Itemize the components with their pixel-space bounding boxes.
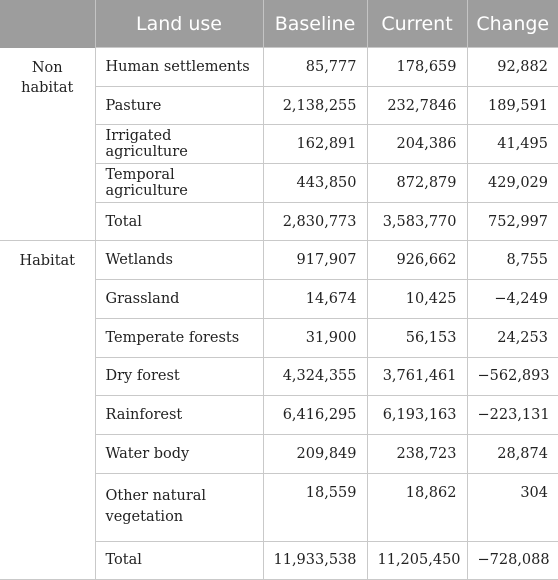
current-cell: 3,761,461: [367, 357, 467, 396]
current-cell: 56,153: [367, 318, 467, 357]
change-cell: 92,882: [467, 48, 558, 87]
change-cell: 8,755: [467, 241, 558, 280]
current-cell: 238,723: [367, 434, 467, 473]
baseline-cell: 162,891: [263, 125, 367, 164]
land-use-cell: Wetlands: [95, 241, 263, 280]
land-use-cell: Water body: [95, 434, 263, 473]
group-label-habitat: Habitat: [0, 241, 95, 580]
baseline-cell: 18,559: [263, 473, 367, 541]
land-use-cell: Other natural vegetation: [95, 473, 263, 541]
land-use-cell: Grassland: [95, 280, 263, 319]
land-use-cell: Total: [95, 541, 263, 580]
change-cell: 752,997: [467, 202, 558, 241]
header-change: Change: [467, 0, 558, 48]
current-cell: 10,425: [367, 280, 467, 319]
current-cell: 11,205,450: [367, 541, 467, 580]
header-land-use: Land use: [95, 0, 263, 48]
header-baseline: Baseline: [263, 0, 367, 48]
change-cell: 41,495: [467, 125, 558, 164]
baseline-cell: 14,674: [263, 280, 367, 319]
header-current: Current: [367, 0, 467, 48]
baseline-cell: 917,907: [263, 241, 367, 280]
change-cell: −4,249: [467, 280, 558, 319]
current-cell: 926,662: [367, 241, 467, 280]
land-use-cell: Temperate forests: [95, 318, 263, 357]
baseline-cell: 11,933,538: [263, 541, 367, 580]
baseline-cell: 2,830,773: [263, 202, 367, 241]
change-cell: 429,029: [467, 164, 558, 203]
table-row: [0, 48, 558, 87]
group-label-non-habitat: Non habitat: [0, 48, 95, 241]
baseline-cell: 443,850: [263, 164, 367, 203]
current-cell: 3,583,770: [367, 202, 467, 241]
land-use-cell: Dry forest: [95, 357, 263, 396]
header-row: [0, 0, 558, 48]
change-cell: −728,088: [467, 541, 558, 580]
land-use-cell: Pasture: [95, 86, 263, 125]
land-use-cell: Human settlements: [95, 48, 263, 87]
baseline-cell: 4,324,355: [263, 357, 367, 396]
table-row: [0, 241, 558, 280]
baseline-cell: 2,138,255: [263, 86, 367, 125]
current-cell: 872,879: [367, 164, 467, 203]
current-cell: 232,7846: [367, 86, 467, 125]
baseline-cell: 6,416,295: [263, 396, 367, 435]
header-group: [0, 0, 95, 48]
land-use-cell: Rainforest: [95, 396, 263, 435]
land-use-cell: Temporal agriculture: [95, 164, 263, 203]
current-cell: 18,862: [367, 473, 467, 541]
change-cell: −562,893: [467, 357, 558, 396]
change-cell: 304: [467, 473, 558, 541]
change-cell: 189,591: [467, 86, 558, 125]
baseline-cell: 85,777: [263, 48, 367, 87]
change-cell: 28,874: [467, 434, 558, 473]
land-use-cell: Irrigated agriculture: [95, 125, 263, 164]
baseline-cell: 31,900: [263, 318, 367, 357]
change-cell: −223,131: [467, 396, 558, 435]
current-cell: 6,193,163: [367, 396, 467, 435]
change-cell: 24,253: [467, 318, 558, 357]
land-use-cell: Total: [95, 202, 263, 241]
current-cell: 204,386: [367, 125, 467, 164]
current-cell: 178,659: [367, 48, 467, 87]
baseline-cell: 209,849: [263, 434, 367, 473]
